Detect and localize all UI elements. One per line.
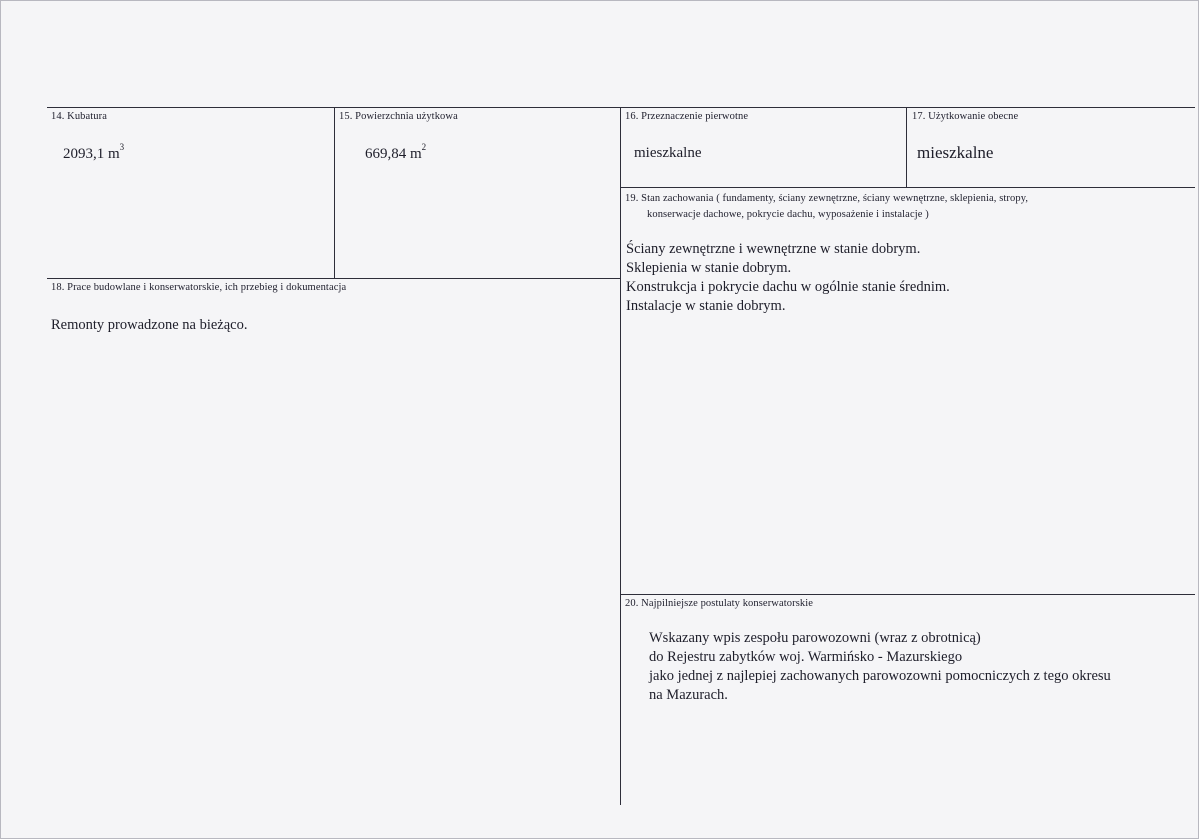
rule-above-20: [620, 594, 1195, 595]
field-19-line: Ściany zewnętrzne i wewnętrzne w stanie dobrym.: [626, 241, 921, 257]
field-14-value: [63, 142, 125, 163]
field-14-number: 2093,1 m: [63, 146, 120, 162]
field-19-line: Instalacje w stanie dobrym.: [626, 298, 786, 314]
field-19-label-line2: konserwacje dachowe, pokrycie dachu, wyposażenie i instalacje ): [647, 209, 929, 220]
field-18-label: 18. Prace budowlane i konserwatorskie, ich przebieg i dokumentacja: [51, 282, 347, 293]
field-17-label: 17. Użytkowanie obecne: [912, 111, 1019, 122]
divider-16-17: [906, 107, 907, 187]
field-19-label-line1: 19. Stan zachowania ( fundamenty, ściany zewnętrzne, ściany wewnętrzne, sklepienia, stropy,: [625, 193, 1029, 204]
divider-14-15: [334, 107, 335, 279]
field-20-line: na Mazurach.: [649, 687, 728, 703]
field-20-line: jako jednej z najlepiej zachowanych parowozowni pomocniczych z tego okresu: [649, 668, 1111, 684]
field-19-content: [626, 240, 950, 316]
top-rule: [47, 107, 1195, 108]
divider-15-16: [620, 107, 621, 805]
field-15-number: 669,84 m: [365, 146, 422, 162]
rule-under-16-17: [620, 187, 1195, 188]
field-18-value: Remonty prowadzone na bieżąco.: [51, 317, 248, 333]
field-15-unit-exponent: 2: [421, 142, 427, 152]
field-14-label: 14. Kubatura: [51, 111, 108, 122]
field-19-line: Konstrukcja i pokrycie dachu w ogólnie stanie średnim.: [626, 279, 950, 295]
rule-above-18: [47, 278, 620, 279]
field-19-line: Sklepienia w stanie dobrym.: [626, 260, 792, 276]
field-15-label: 15. Powierzchnia użytkowa: [339, 111, 458, 122]
field-20-content: [637, 629, 1111, 705]
field-20-line: do Rejestru zabytków woj. Warmińsko - Mazurskiego: [649, 649, 963, 665]
field-20-line: Wskazany wpis zespołu parowozowni (wraz z obrotnicą): [649, 630, 981, 646]
field-16-value: mieszkalne: [634, 145, 702, 161]
field-14-unit-exponent: 3: [119, 142, 125, 152]
field-17-value: mieszkalne: [917, 143, 994, 162]
field-15-value: [365, 142, 427, 163]
field-20-label: 20. Najpilniejsze postulaty konserwatorskie: [625, 598, 814, 609]
field-16-label: 16. Przeznaczenie pierwotne: [625, 111, 749, 122]
